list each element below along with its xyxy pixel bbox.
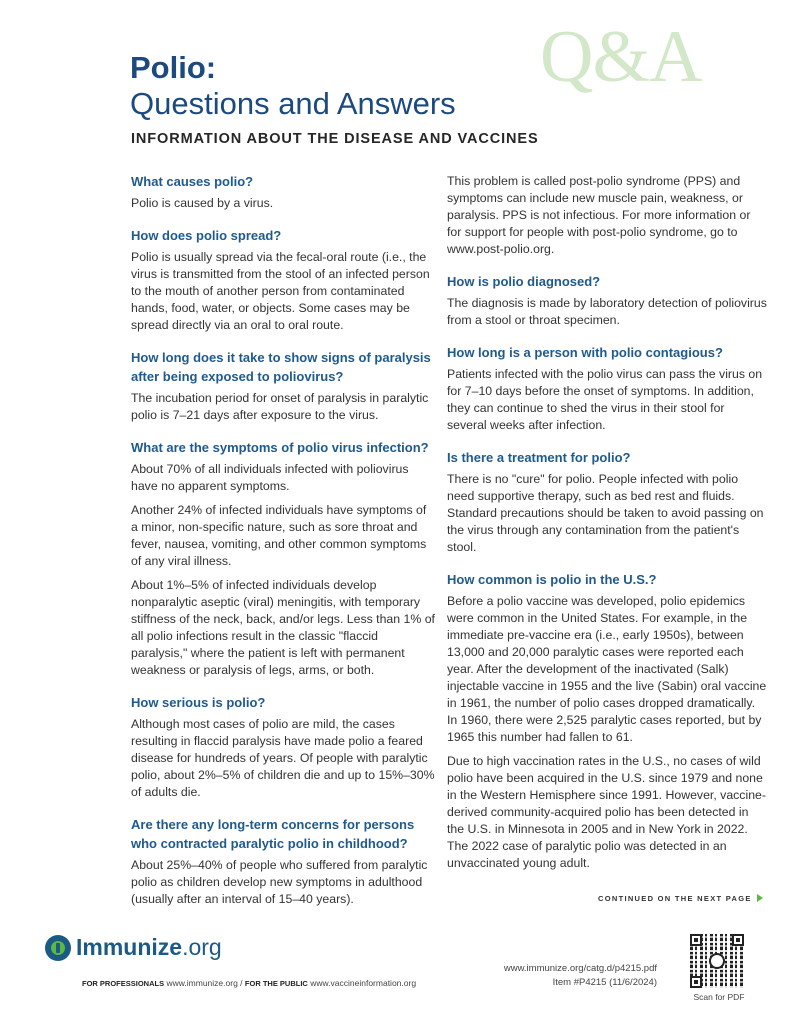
answer: This problem is called post-polio syndrome (PPS) and symptoms can include new muscle pain, weakness, or paralysis. PPS is not infectious. For more information or for support for people with post-polio syndrome, go to www.post-polio.org. (447, 174, 751, 256)
public-link[interactable]: www.vaccineinformation.org (310, 978, 417, 988)
answer: There is no "cure" for polio. People infected with polio need supportive therapy, such as bed rest and fluids. Standard precautions should be taken to avoid passing on the virus through any contamination from the patient's stool. (447, 472, 764, 554)
continued-label: CONTINUED ON THE NEXT PAGE (598, 894, 752, 903)
qa-item (447, 272, 767, 329)
question: How long is a person with polio contagious? (447, 345, 723, 360)
qr-label: Scan for PDF (693, 992, 745, 1002)
question: How long does it take to show signs of paralysis after being exposed to poliovirus? (131, 350, 431, 384)
answer: About 70% of all individuals infected with poliovirus have no apparent symptoms. (131, 462, 409, 493)
qa-continuation (447, 173, 767, 258)
logo-text: Immunize.org (76, 934, 222, 960)
question: How is polio diagnosed? (447, 274, 601, 289)
qr-finder (732, 934, 744, 946)
qa-item (447, 343, 767, 434)
professionals-label: FOR PROFESSIONALS (82, 979, 165, 988)
immunize-logo[interactable] (45, 934, 222, 961)
qa-item (131, 438, 436, 679)
left-column (131, 172, 436, 922)
continued-link[interactable] (598, 894, 763, 903)
answer: Before a polio vaccine was developed, polio epidemics were common in the United States. For example, in the immediate pre-vaccine era (i.e., early 1950s), between 13,000 and 20,000 paralytic cases were reported each year. After the development of the inactivated (Salk) injectable vaccine in 1955 and the live (Sabin) oral vaccine in 1961, the number of polio cases dropped dramatically. In 1960, there were 2,525 paralytic cases reported, but by 1965 this number had fallen to 61. (447, 594, 767, 744)
qa-item (131, 693, 436, 801)
qa-item (131, 172, 436, 212)
answer: The incubation period for onset of paralysis in paralytic polio is 7–21 days after exposure to the virus. (131, 391, 429, 422)
question: Are there any long-term concerns for persons who contracted paralytic polio in childhood? (131, 817, 415, 851)
answer: Polio is caused by a virus. (131, 196, 274, 210)
professionals-link[interactable]: www.immunize.org (166, 978, 238, 988)
pdf-link[interactable]: www.immunize.org/catg.d/p4215.pdf (503, 963, 657, 974)
answer: About 25%–40% of people who suffered from paralytic polio as children develop new symptoms in adulthood (usually after an interval of 15–40 years). (131, 858, 428, 906)
qa-watermark: Q&A (540, 16, 702, 98)
right-column (447, 173, 767, 886)
page-subtitle: Questions and Answers (130, 86, 456, 121)
answer: Polio is usually spread via the fecal-oral route (i.e., the virus is transmitted from the stool of an infected person to the mouth of another person from contaminated hands, food, water, or objects. Some cases may be spread directly via an oral to oral route. (131, 250, 430, 332)
immunize-logo-icon (45, 935, 71, 961)
question: How common is polio in the U.S.? (447, 572, 657, 587)
answer: Another 24% of infected individuals have symptoms of a minor, non-specific nature, such as sore throat and fever, nausea, vomiting, and other common symptoms of any viral illness. (131, 503, 427, 568)
qa-item (447, 570, 767, 872)
question: Is there a treatment for polio? (447, 450, 631, 465)
qa-item (131, 348, 436, 424)
arrow-right-icon (757, 894, 763, 902)
public-label: FOR THE PUBLIC (244, 979, 308, 988)
answer: The diagnosis is made by laboratory detection of poliovirus from a stool or throat specimen. (447, 296, 767, 327)
question: What are the symptoms of polio virus infection? (131, 440, 429, 455)
qr-finder (690, 976, 702, 988)
question: How does polio spread? (131, 228, 282, 243)
footer-links (82, 978, 416, 988)
qa-item (131, 226, 436, 334)
qr-code-icon[interactable] (690, 934, 744, 988)
answer: Due to high vaccination rates in the U.S., no cases of wild polio have been acquired in the U.S. since 1979 and none in the Western Hemisphere since 1991. However, vaccine-derived community-acquired polio has been detected in the U.S. in Minnesota in 2005 and in New York in 2022. The 2022 case of paralytic polio was detected in an unvaccinated young adult. (447, 754, 766, 870)
question: What causes polio? (131, 174, 254, 189)
item-number: Item #P4215 (11/6/2024) (552, 977, 657, 988)
qa-item (131, 815, 436, 908)
section-tagline: INFORMATION ABOUT THE DISEASE AND VACCINES (131, 131, 539, 147)
qa-item (447, 448, 767, 556)
separator: / (240, 978, 243, 988)
qr-finder (690, 934, 702, 946)
qr-logo-icon (709, 953, 725, 969)
page-title: Polio: (130, 50, 217, 85)
footer-document-info (504, 962, 657, 990)
answer: Patients infected with the polio virus can pass the virus on for 7–10 days before the onset of symptoms. In addition, they can continue to shed the virus in their stool for several weeks after infection. (447, 367, 763, 432)
answer: Although most cases of polio are mild, the cases resulting in flaccid paralysis have made polio a feared disease for hundreds of years. Of people with paralytic polio, about 2%–5% of children die and up to 15%–30% of adults die. (131, 717, 435, 799)
question: How serious is polio? (131, 695, 266, 710)
answer: About 1%–5% of infected individuals develop nonparalytic aseptic (viral) meningitis, with temporary stiffness of the neck, back, and/or legs. Less than 1% of all polio infections result in the classic "flaccid paralysis," where the patient is left with permanent weakness or paralysis of legs, arms, or both. (131, 578, 435, 677)
